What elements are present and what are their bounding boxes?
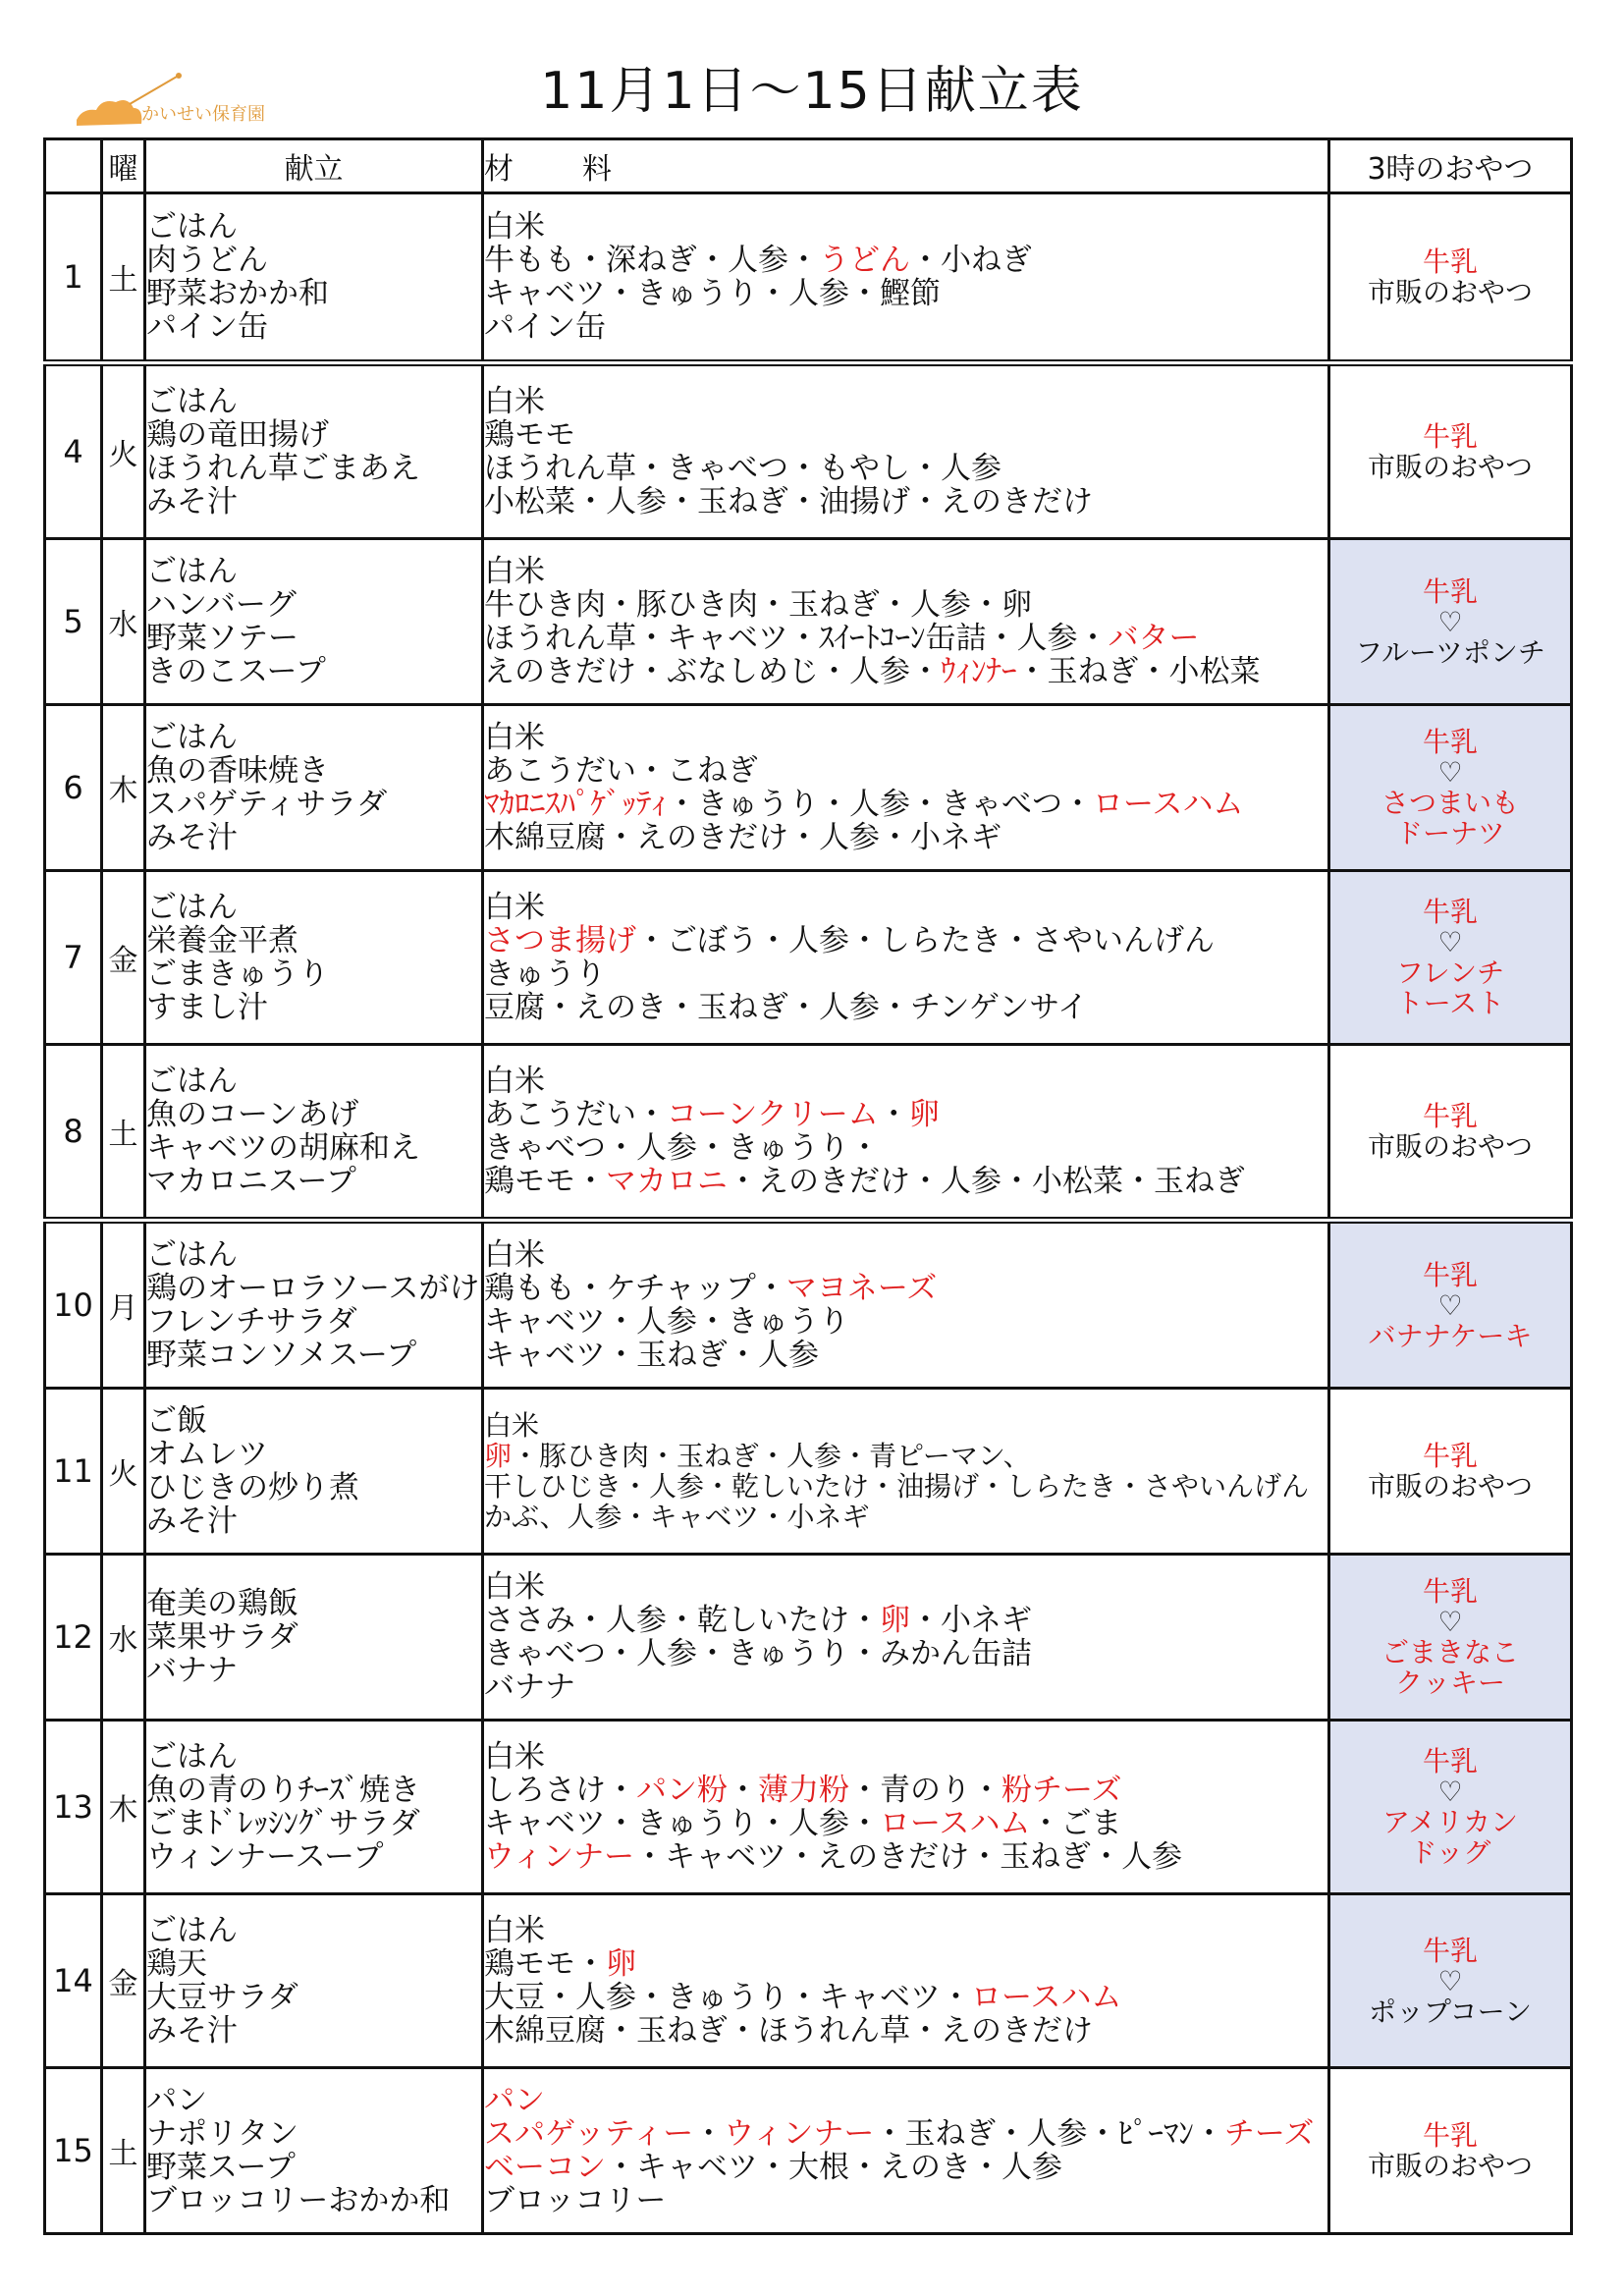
- menu-row-day-7: [45, 871, 1572, 1045]
- ingredient-text: ・玉ねぎ・小松菜: [1016, 654, 1261, 689]
- ingredient-text: きゃべつ・人参・きゅうり・みかん缶詰: [484, 1636, 1032, 1671]
- header-materials: [483, 139, 1329, 193]
- weekday: 土: [102, 2068, 145, 2234]
- allergen-ingredient: スパゲッティー: [484, 2116, 694, 2152]
- materials-line: [484, 1807, 1327, 1840]
- materials-line: [484, 1840, 1327, 1874]
- materials: [483, 1045, 1329, 1221]
- weekday: 土: [102, 1045, 145, 1221]
- ingredient-text: しろさけ・: [484, 1773, 636, 1808]
- allergen-ingredient: 卵: [908, 1097, 940, 1132]
- heart-icon: ♡: [1437, 756, 1463, 789]
- menu-item: ごはん: [146, 1913, 238, 1948]
- snack-item: 市販のおやつ: [1367, 2150, 1533, 2182]
- day-number: 15: [45, 2068, 102, 2234]
- snack-item: 牛乳: [1422, 574, 1478, 608]
- menu-item: ほうれん草ごまあえ: [146, 451, 420, 486]
- ingredient-text: 白米: [484, 1409, 540, 1442]
- weekday: 水: [102, 539, 145, 705]
- materials-line: [484, 788, 1327, 821]
- ingredient-text: キャベツ・玉ねぎ・人参: [484, 1338, 819, 1373]
- menu-item: ごはん: [146, 384, 238, 419]
- materials-line: [484, 622, 1327, 655]
- ingredient-text: バナナ: [484, 1669, 575, 1705]
- ingredient-text: 白米: [484, 1237, 545, 1273]
- menu-item: 栄養金平煮: [146, 923, 298, 958]
- ingredient-text: 鶏もも・ケチャップ・: [484, 1271, 786, 1306]
- materials-line: [484, 655, 1327, 688]
- snack-item: フレンチ: [1395, 957, 1505, 989]
- materials: [483, 1721, 1329, 1894]
- snack: [1329, 363, 1572, 539]
- snack: [1329, 1389, 1572, 1555]
- menu-item: ナポリタン: [146, 2116, 298, 2152]
- materials-line: [484, 891, 1327, 924]
- materials-line: [484, 588, 1327, 622]
- snack-item: バナナケーキ: [1368, 1319, 1533, 1352]
- snack: [1329, 1555, 1572, 1721]
- snack-item: 牛乳: [1422, 2119, 1478, 2152]
- ingredient-text: 白米: [484, 1569, 545, 1605]
- ingredient-text: ・豚ひき肉・玉ねぎ・人参・青ピーマン、: [512, 1440, 1031, 1472]
- ingredient-text: キャベツ・人参・きゅうり: [484, 1304, 849, 1339]
- weekday: 金: [102, 1894, 145, 2068]
- header-day: [45, 139, 102, 193]
- menu-item: ご飯: [146, 1403, 207, 1439]
- menu-item: ごはん: [146, 1739, 238, 1775]
- materials-line: [484, 1637, 1327, 1670]
- ingredient-text: 白米: [484, 1913, 545, 1948]
- menu-item: 魚の青のりﾁｰｽﾞ焼き: [146, 1773, 420, 1808]
- ingredient-text: ・きゅうり・人参・きゃべつ・: [667, 787, 1093, 822]
- menu-item: フレンチサラダ: [146, 1304, 357, 1339]
- materials-line: [484, 418, 1327, 452]
- materials-line: [484, 721, 1327, 754]
- ingredient-text: 干しひじき・人参・乾しいたけ・油揚げ・しらたき・さやいんげん: [484, 1470, 1310, 1503]
- allergen-ingredient: バター: [1108, 621, 1200, 656]
- materials-line: [484, 310, 1327, 344]
- weekday: 木: [102, 705, 145, 871]
- ingredient-text: ・青のり・: [849, 1773, 1001, 1808]
- menu-item: キャベツの胡麻和え: [146, 1130, 420, 1166]
- snack-item: ドーナツ: [1395, 817, 1505, 849]
- menu-items: [145, 1555, 483, 1721]
- menu-item: ごまﾄﾞﾚｯｼﾝｸﾞサラダ: [146, 1806, 420, 1841]
- materials-line: [484, 2117, 1327, 2151]
- ingredient-text: 牛ひき肉・豚ひき肉・玉ねぎ・人参・卵: [484, 587, 1032, 623]
- materials-line: [484, 1914, 1327, 1947]
- ingredient-text: ほうれん草・キャベツ・ｽｲｰﾄｺｰﾝ缶詰・人参・: [484, 621, 1109, 656]
- materials-line: [484, 1670, 1327, 1704]
- day-number: 5: [45, 539, 102, 705]
- materials-line: [484, 1339, 1327, 1372]
- materials-line: [484, 991, 1327, 1024]
- materials-line: [484, 1441, 1327, 1471]
- menu-item: パン: [146, 2083, 207, 2118]
- ingredient-text: キャベツ・きゅうり・人参・: [484, 1806, 880, 1841]
- snack: [1329, 2068, 1572, 2234]
- snack-item: フルーツポンチ: [1355, 635, 1545, 669]
- ingredient-text: 牛もも・深ねぎ・人参・: [484, 243, 819, 278]
- menu-item: ごはん: [146, 554, 238, 589]
- day-number: 6: [45, 705, 102, 871]
- ingredient-text: パイン缶: [484, 309, 606, 345]
- materials: [483, 193, 1329, 363]
- menu-item: 菜果サラダ: [146, 1619, 298, 1655]
- menu-items: [145, 1221, 483, 1389]
- allergen-ingredient: 卵: [606, 1946, 636, 1982]
- day-number: 7: [45, 871, 102, 1045]
- materials-line: [484, 1131, 1327, 1165]
- day-number: 13: [45, 1721, 102, 1894]
- header-weekday: 曜: [102, 139, 145, 193]
- menu-item: 野菜スープ: [146, 2150, 296, 2185]
- materials-line: [484, 957, 1327, 991]
- snack-item: 牛乳: [1422, 1100, 1478, 1132]
- snack-item: 牛乳: [1422, 896, 1478, 928]
- snack-item: 市販のおやつ: [1367, 1470, 1533, 1503]
- ingredient-text: あこうだい・こねぎ: [484, 753, 758, 789]
- menu-item: みそ汁: [146, 820, 238, 855]
- menu-items: [145, 705, 483, 871]
- menu-item: 魚の香味焼き: [146, 753, 329, 789]
- materials-line: [484, 1098, 1327, 1131]
- menu-items: [145, 1721, 483, 1894]
- logo-text: かいせい保育園: [141, 104, 265, 125]
- menu-item: ごはん: [146, 209, 238, 245]
- snack-item: ポップコーン: [1368, 1995, 1533, 2028]
- materials-line: [484, 1305, 1327, 1339]
- materials: [483, 1555, 1329, 1721]
- menu-items: [145, 363, 483, 539]
- menu-item: ごまきゅうり: [146, 957, 329, 992]
- snack: [1329, 871, 1572, 1045]
- materials-line: [484, 1981, 1327, 2014]
- allergen-ingredient: ｳｨﾝﾅｰ: [941, 654, 1017, 689]
- materials-line: [484, 277, 1327, 310]
- day-number: 1: [45, 193, 102, 363]
- heart-icon: ♡: [1437, 1288, 1463, 1322]
- allergen-ingredient: コーンクリーム: [667, 1097, 879, 1132]
- materials-line: [484, 2084, 1327, 2117]
- materials-line: [484, 2014, 1327, 2048]
- materials: [483, 705, 1329, 871]
- day-number: 14: [45, 1894, 102, 2068]
- ingredient-text: ・えのきだけ・人参・小松菜・玉ねぎ: [728, 1164, 1245, 1199]
- ingredient-text: 小松菜・人参・玉ねぎ・油揚げ・えのきだけ: [484, 484, 1093, 519]
- menu-row-day-4: [45, 363, 1572, 539]
- snack-item: 牛乳: [1422, 246, 1478, 278]
- ingredient-text: 白米: [484, 554, 545, 589]
- ingredient-text: ・ごぼう・人参・しらたき・さやいんげん: [636, 923, 1215, 958]
- ingredient-text: ・キャベツ・大根・えのき・人参: [606, 2150, 1062, 2185]
- header-materials-2: 料: [582, 152, 612, 187]
- snack: [1329, 705, 1572, 871]
- materials-line: [484, 1272, 1327, 1305]
- ingredient-text: ・ごま: [1030, 1806, 1122, 1841]
- allergen-ingredient: うどん: [819, 243, 910, 278]
- snack: [1329, 1894, 1572, 2068]
- materials-line: [484, 821, 1327, 854]
- menu-row-day-1: [45, 193, 1572, 363]
- allergen-ingredient: チーズ: [1223, 2116, 1315, 2152]
- materials: [483, 871, 1329, 1045]
- ingredient-text: ・小ねぎ: [910, 243, 1032, 278]
- allergen-ingredient: ウィンナー: [484, 1839, 635, 1875]
- menu-item: 肉うどん: [146, 243, 268, 278]
- menu-items: [145, 871, 483, 1045]
- snack-item: 市販のおやつ: [1367, 276, 1533, 308]
- allergen-ingredient: マカロニ: [606, 1164, 728, 1199]
- materials-line: [484, 555, 1327, 588]
- menu-items: [145, 1389, 483, 1555]
- materials-line: [484, 244, 1327, 277]
- weekday: 月: [102, 1221, 145, 1389]
- materials: [483, 2068, 1329, 2234]
- menu-item: みそ汁: [146, 484, 238, 519]
- snack-item: 牛乳: [1422, 1934, 1478, 1967]
- menu-items: [145, 193, 483, 363]
- materials-line: [484, 924, 1327, 957]
- ingredient-text: ・玉ねぎ・人参・ﾋﾟｰﾏﾝ・: [874, 2116, 1224, 2152]
- snack-item: 牛乳: [1422, 1258, 1478, 1291]
- menu-row-day-12: [45, 1555, 1572, 1721]
- menu-row-day-11: [45, 1389, 1572, 1555]
- ingredient-text: きゃべつ・人参・きゅうり・: [484, 1130, 880, 1166]
- ingredient-text: えのきだけ・ぶなしめじ・人参・: [484, 654, 941, 689]
- day-number: 12: [45, 1555, 102, 1721]
- menu-item: ハンバーグ: [146, 587, 297, 623]
- ingredient-text: ・: [693, 2116, 725, 2152]
- menu-item: 鶏の竜田揚げ: [146, 417, 329, 453]
- allergen-ingredient: 薄力粉: [758, 1773, 849, 1808]
- allergen-ingredient: ロースハム: [880, 1806, 1031, 1841]
- materials-line: [484, 210, 1327, 244]
- snack-item: 牛乳: [1422, 420, 1478, 453]
- materials-line: [484, 1570, 1327, 1604]
- day-number: 4: [45, 363, 102, 539]
- allergen-ingredient: さつま揚げ: [484, 923, 636, 958]
- materials-line: [484, 1502, 1327, 1532]
- heart-icon: ♡: [1437, 1776, 1463, 1808]
- snack-item: ドッグ: [1409, 1836, 1491, 1869]
- weekday: 金: [102, 871, 145, 1045]
- menu-item: すまし汁: [146, 990, 268, 1025]
- ingredient-text: ・キャベツ・えのきだけ・玉ねぎ・人参: [634, 1839, 1183, 1875]
- menu-item: きのこスープ: [146, 654, 326, 689]
- snack: [1329, 1721, 1572, 1894]
- materials-line: [484, 1947, 1327, 1981]
- allergen-ingredient: パン: [484, 2083, 545, 2118]
- snack-item: 牛乳: [1422, 1575, 1478, 1608]
- menu-item: 野菜コンソメスープ: [146, 1338, 417, 1373]
- allergen-ingredient: 粉チーズ: [1001, 1773, 1122, 1808]
- ingredient-text: 木綿豆腐・えのきだけ・人参・小ネギ: [484, 820, 1001, 855]
- header-menu: 献立: [145, 139, 483, 193]
- day-number: 10: [45, 1221, 102, 1389]
- heart-icon: ♡: [1437, 1606, 1463, 1638]
- allergen-ingredient: ﾏｶﾛﾆｽﾊﾟｹﾞｯﾃｨ: [484, 787, 667, 822]
- ingredient-text: 木綿豆腐・玉ねぎ・ほうれん草・えのきだけ: [484, 2013, 1093, 2049]
- menu-item: みそ汁: [146, 1503, 238, 1539]
- materials: [483, 1389, 1329, 1555]
- menu-items: [145, 1045, 483, 1221]
- materials: [483, 539, 1329, 705]
- header-materials-1: 材: [484, 152, 514, 187]
- menu-item: ごはん: [146, 1237, 238, 1273]
- snack-item: トースト: [1395, 987, 1505, 1019]
- materials-line: [484, 1774, 1327, 1807]
- menu-row-day-13: [45, 1721, 1572, 1894]
- materials-line: [484, 2151, 1327, 2184]
- snack-item: 牛乳: [1422, 726, 1478, 758]
- allergen-ingredient: ベーコン: [484, 2150, 606, 2185]
- materials-line: [484, 1165, 1327, 1198]
- ingredient-text: 豆腐・えのき・玉ねぎ・人参・チンゲンサイ: [484, 990, 1089, 1025]
- snack-item: アメリカン: [1381, 1806, 1519, 1838]
- day-number: 11: [45, 1389, 102, 1555]
- materials-line: [484, 1740, 1327, 1774]
- menu-item: 野菜ソテー: [146, 621, 298, 656]
- menu-item: 野菜おかか和: [146, 276, 329, 311]
- materials-line: [484, 754, 1327, 788]
- ingredient-text: 白米: [484, 720, 545, 755]
- ingredient-text: 白米: [484, 384, 545, 419]
- menu-item: ひじきの炒り煮: [146, 1470, 359, 1505]
- menu-item: みそ汁: [146, 2013, 238, 2049]
- ingredient-text: 白米: [484, 1064, 545, 1099]
- menu-items: [145, 539, 483, 705]
- ingredient-text: ・小ネギ: [910, 1603, 1032, 1638]
- materials-line: [484, 485, 1327, 519]
- ingredient-text: 白米: [484, 890, 545, 925]
- weekday: 木: [102, 1721, 145, 1894]
- materials-line: [484, 1065, 1327, 1098]
- materials-line: [484, 2184, 1327, 2217]
- materials-line: [484, 1410, 1327, 1441]
- allergen-ingredient: パン粉: [636, 1773, 728, 1808]
- materials-line: [484, 385, 1327, 418]
- ingredient-text: きゅうり: [484, 957, 606, 992]
- header-snack: 3時のおやつ: [1329, 139, 1572, 193]
- day-number: 8: [45, 1045, 102, 1221]
- ingredient-text: 白米: [484, 1739, 545, 1775]
- ingredient-text: かぶ、人参・キャベツ・小ネギ: [484, 1501, 870, 1533]
- ingredient-text: 大豆・人参・きゅうり・キャベツ・: [484, 1980, 971, 2015]
- materials: [483, 1221, 1329, 1389]
- heart-icon: ♡: [1437, 1964, 1463, 1997]
- menu-item: スパゲティサラダ: [146, 787, 388, 822]
- ingredient-text: あこうだい・: [484, 1097, 667, 1132]
- menu-table: [43, 137, 1573, 2235]
- snack-item: 牛乳: [1422, 1745, 1478, 1777]
- allergen-ingredient: ウィンナー: [724, 2116, 875, 2152]
- ingredient-text: ブロッコリー: [484, 2183, 667, 2218]
- materials: [483, 363, 1329, 539]
- weekday: 火: [102, 363, 145, 539]
- ingredient-text: ・: [878, 1097, 909, 1132]
- materials-line: [484, 1238, 1327, 1272]
- menu-row-day-5: [45, 539, 1572, 705]
- menu-item: ごはん: [146, 890, 238, 925]
- snack: [1329, 1221, 1572, 1389]
- snack: [1329, 193, 1572, 363]
- snack-item: さつまいも: [1380, 787, 1519, 819]
- materials-line: [484, 452, 1327, 485]
- menu-items: [145, 1894, 483, 2068]
- ingredient-text: 鶏モモ・: [484, 1164, 606, 1199]
- page-title: 11月1日～15日献立表: [540, 62, 1084, 121]
- menu-item: マカロニスープ: [146, 1164, 356, 1199]
- weekday: 水: [102, 1555, 145, 1721]
- menu-row-day-15: [45, 2068, 1572, 2234]
- ingredient-text: 鶏モモ: [484, 417, 575, 453]
- weekday: 土: [102, 193, 145, 363]
- menu-body: [45, 193, 1572, 2234]
- menu-item: 鶏天: [146, 1946, 207, 1982]
- header-row: [45, 139, 1572, 193]
- menu-item: 大豆サラダ: [146, 1980, 298, 2015]
- menu-row-day-14: [45, 1894, 1572, 2068]
- menu-item: バナナ: [146, 1653, 238, 1688]
- menu-row-day-10: [45, 1221, 1572, 1389]
- ingredient-text: ほうれん草・きゃべつ・もやし・人参: [484, 451, 1001, 486]
- menu-item: 魚のコーンあげ: [146, 1097, 359, 1132]
- menu-item: オムレツ: [146, 1437, 268, 1472]
- menu-row-day-6: [45, 705, 1572, 871]
- menu-item: ブロッコリーおかか和: [146, 2183, 451, 2218]
- menu-item: 鶏のオーロラソースがけ: [146, 1271, 480, 1306]
- allergen-ingredient: 卵: [880, 1603, 910, 1638]
- allergen-ingredient: ロースハム: [971, 1980, 1122, 2015]
- weekday: 火: [102, 1389, 145, 1555]
- ingredient-text: ささみ・人参・乾しいたけ・: [484, 1603, 880, 1638]
- snack: [1329, 539, 1572, 705]
- snack: [1329, 1045, 1572, 1221]
- menu-item: ごはん: [146, 1064, 238, 1099]
- snack-item: ごまきなこ: [1380, 1636, 1519, 1668]
- snack-item: クッキー: [1394, 1667, 1505, 1699]
- snack-item: 市販のおやつ: [1367, 451, 1533, 483]
- ingredient-text: ・: [728, 1773, 758, 1808]
- menu-item: パイン缶: [146, 309, 268, 345]
- ingredient-text: 白米: [484, 209, 545, 245]
- menu-item: ウィンナースープ: [146, 1839, 384, 1875]
- ingredient-text: 鶏モモ・: [484, 1946, 606, 1982]
- menu-items: [145, 2068, 483, 2234]
- menu-item: ごはん: [146, 720, 238, 755]
- snack-item: 牛乳: [1422, 1440, 1478, 1472]
- heart-icon: ♡: [1437, 605, 1463, 638]
- materials-line: [484, 1604, 1327, 1637]
- menu-row-day-8: [45, 1045, 1572, 1221]
- allergen-ingredient: 卵: [484, 1440, 513, 1472]
- materials: [483, 1894, 1329, 2068]
- ingredient-text: キャベツ・きゅうり・人参・鰹節: [484, 276, 941, 311]
- menu-item: 奄美の鶏飯: [146, 1586, 298, 1621]
- heart-icon: ♡: [1437, 926, 1463, 958]
- allergen-ingredient: マヨネーズ: [785, 1271, 938, 1306]
- allergen-ingredient: ロースハム: [1093, 787, 1244, 822]
- materials-line: [484, 1471, 1327, 1502]
- snack-item: 市販のおやつ: [1367, 1130, 1533, 1163]
